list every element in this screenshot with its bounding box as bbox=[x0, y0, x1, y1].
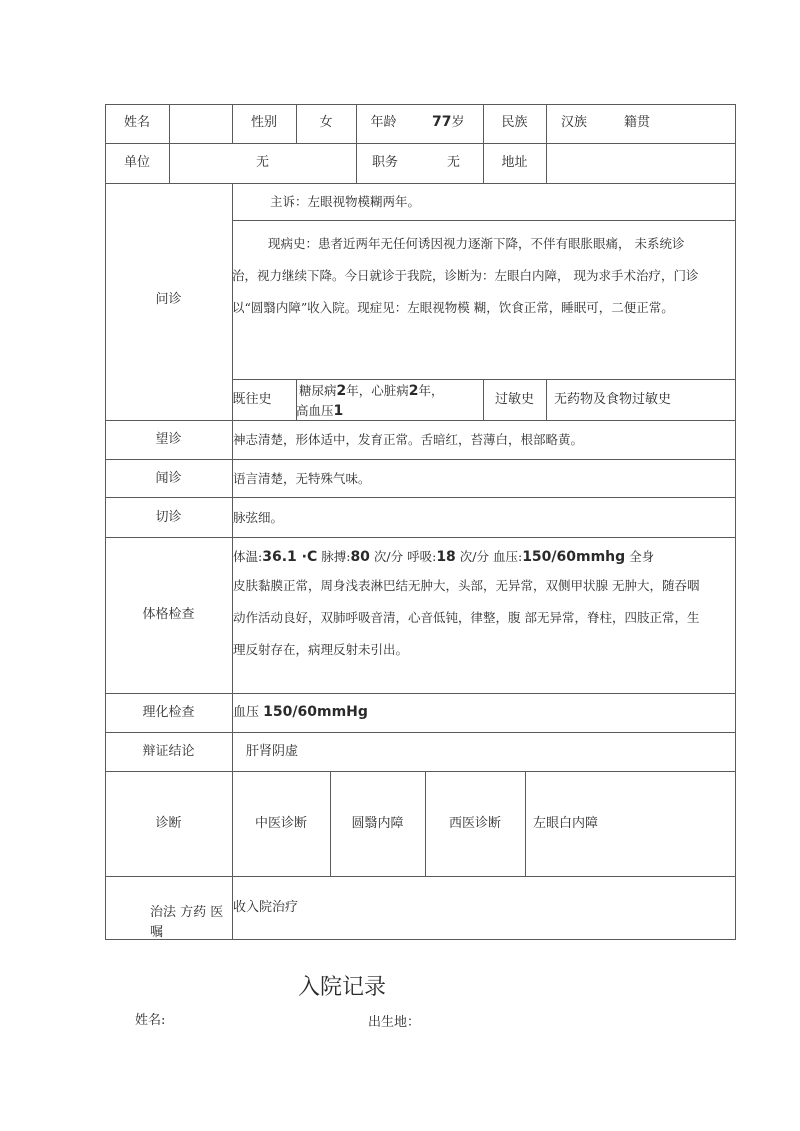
lab-exam-label: 理化检查 bbox=[142, 705, 195, 720]
physical-exam-line: 皮肤黏膜正常，周身浅表淋巴结无肿大，头部，无异常，双侧甲状腺 无肿大，随吞咽 bbox=[233, 578, 700, 593]
page-title: 入院记录 bbox=[298, 975, 387, 1000]
table-line-past bbox=[232, 379, 736, 380]
table-line-treatment bbox=[105, 876, 736, 877]
tcm-diagnosis-value: 圆翳内障 bbox=[351, 816, 404, 831]
name-label: 姓名 bbox=[123, 115, 150, 130]
table-line-syndrome bbox=[105, 732, 736, 733]
table-line-past-c bbox=[546, 379, 547, 420]
table-line-palpation bbox=[105, 497, 736, 498]
treatment-label-line: 治法 方药 医 bbox=[150, 905, 224, 920]
western-diagnosis-value: 左眼白内障 bbox=[533, 816, 599, 831]
address-label: 地址 bbox=[501, 155, 528, 170]
vital-signs bbox=[233, 548, 654, 566]
lab-bp-label: 血压 bbox=[233, 705, 260, 720]
unit-value: 无 bbox=[255, 155, 269, 170]
diagnosis-label: 诊断 bbox=[155, 816, 182, 831]
listening-value: 语言清楚，无特殊气味。 bbox=[233, 471, 371, 486]
physical-exam-text bbox=[233, 570, 735, 666]
bp-suffix: 全身 bbox=[629, 549, 655, 564]
pulse-unit: 次/分 呼吸: bbox=[373, 549, 437, 564]
inquiry-label: 问诊 bbox=[155, 292, 182, 307]
table-line-inquiry bbox=[105, 183, 736, 184]
present-illness-line: 治，视力继续下降。今日就诊于我院，诊断为：左眼白内障， 现为求手术治疗，门诊 bbox=[232, 268, 699, 283]
physical-exam-label: 体格检查 bbox=[142, 607, 195, 622]
treatment-value: 收入院治疗 bbox=[233, 900, 299, 915]
table-line-inspection bbox=[105, 420, 736, 421]
native-place-label: 籍贯 bbox=[624, 115, 651, 130]
syndrome-label: 辩证结论 bbox=[142, 744, 195, 759]
chief-complaint: 主诉：左眼视物模糊两年。 bbox=[270, 194, 421, 209]
palpation-label: 切诊 bbox=[155, 510, 182, 525]
treatment-label bbox=[150, 903, 223, 943]
temp-value: 36.1 ·C bbox=[262, 549, 318, 565]
age-unit: 岁 bbox=[451, 115, 465, 130]
footer-birthplace-label: 出生地： bbox=[368, 1015, 421, 1030]
treatment-label-line: 嘱 bbox=[150, 925, 164, 940]
tcm-diagnosis-label: 中医诊断 bbox=[254, 816, 307, 831]
pulse-label: 脉搏: bbox=[321, 549, 351, 564]
table-line-r1-f bbox=[546, 104, 547, 183]
past-history-part: 2 bbox=[336, 383, 347, 399]
resp-value: 18 bbox=[436, 549, 456, 565]
footer-name-label: 姓名: bbox=[135, 1013, 166, 1028]
past-history-part: 高血压 bbox=[296, 403, 334, 418]
unit-label: 单位 bbox=[123, 155, 150, 170]
allergy-label: 过敏史 bbox=[494, 392, 534, 407]
job-label: 职务 bbox=[372, 155, 399, 170]
lab-bp-value: 150/60mmHg bbox=[263, 704, 368, 720]
table-line-physical bbox=[105, 537, 736, 538]
present-illness bbox=[232, 228, 732, 324]
syndrome-value: 肝肾阴虚 bbox=[246, 744, 299, 759]
ethnicity-value: 汉族 bbox=[561, 115, 588, 130]
allergy-value: 无药物及食物过敏史 bbox=[554, 392, 672, 407]
inspection-label: 望诊 bbox=[155, 432, 182, 447]
physical-exam-line: 动作活动良好，双肺呼吸音清，心音低钝，律整，腹 部无异常，脊柱，四肢正常，生 bbox=[233, 610, 700, 625]
present-illness-line: 现病史：患者近两年无任何诱因视力逐渐下降，不伴有眼胀眼痛， 未系统诊 bbox=[268, 236, 685, 251]
table-line-listening bbox=[105, 459, 736, 460]
age-label: 年龄 bbox=[370, 115, 397, 130]
age-value bbox=[432, 113, 465, 132]
resp-unit: 次/分 血压: bbox=[459, 549, 523, 564]
palpation-value: 脉弦细。 bbox=[233, 510, 284, 525]
job-value: 无 bbox=[447, 155, 461, 170]
physical-exam-line: 理反射存在，病理反射未引出。 bbox=[233, 642, 409, 657]
past-history-part: 糖尿病 bbox=[299, 383, 337, 398]
table-line-diag-c bbox=[525, 771, 526, 876]
table-border-right bbox=[735, 104, 736, 939]
lab-exam-value bbox=[233, 703, 368, 722]
past-history-part: 年， bbox=[418, 383, 444, 398]
inspection-value: 神志清楚，形体适中，发育正常。舌暗红，苔薄白，根部略黄。 bbox=[233, 432, 584, 447]
past-history-part: 2 bbox=[408, 383, 419, 399]
sex-label: 性别 bbox=[250, 115, 277, 130]
past-history-value-line1 bbox=[299, 382, 444, 400]
past-history-label: 既往史 bbox=[232, 392, 272, 407]
pulse-value: 80 bbox=[350, 549, 370, 565]
table-border-top bbox=[105, 104, 736, 105]
past-history-part: 1 bbox=[333, 403, 344, 419]
age-number: 77 bbox=[432, 114, 452, 130]
sex-value: 女 bbox=[319, 115, 333, 130]
past-history-part: 年，心脏病 bbox=[346, 383, 409, 398]
listening-label: 闻诊 bbox=[155, 471, 182, 486]
table-line-row2 bbox=[105, 143, 736, 144]
table-line-chief bbox=[232, 220, 736, 221]
table-line-lab bbox=[105, 693, 736, 694]
table-line-diagnosis bbox=[105, 771, 736, 772]
bp-value: 150/60mmhg bbox=[522, 549, 626, 565]
western-diagnosis-label: 西医诊断 bbox=[448, 816, 501, 831]
temp-label: 体温: bbox=[233, 549, 263, 564]
past-history-value-line2 bbox=[296, 402, 343, 420]
ethnicity-label: 民族 bbox=[501, 115, 528, 130]
present-illness-line: 以“圆翳内障”收入院。现症见：左眼视物模 糊，饮食正常，睡眠可，二便正常。 bbox=[232, 300, 674, 315]
